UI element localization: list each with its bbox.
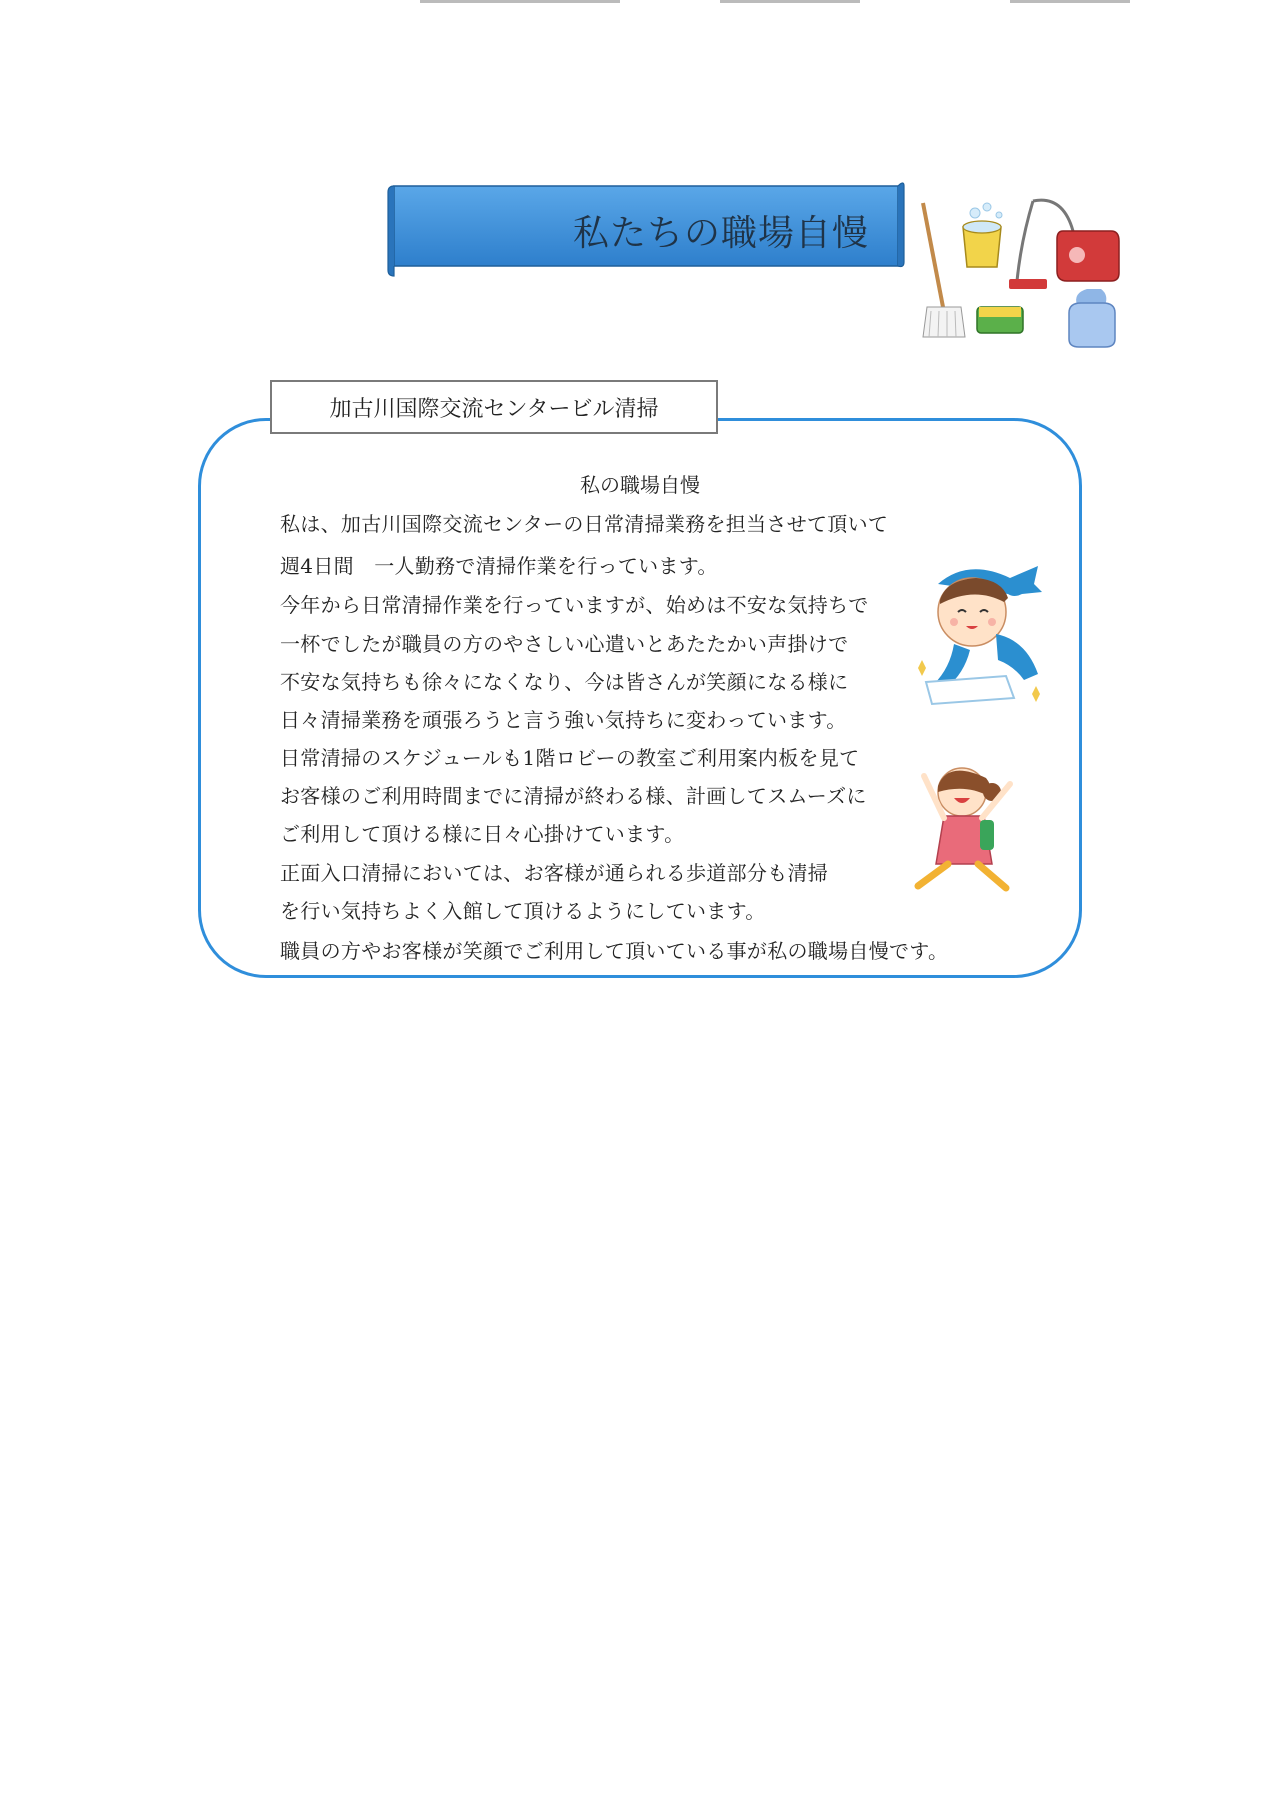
section-label: 加古川国際交流センタービル清掃 [270, 380, 718, 434]
article-subtitle: 私の職場自慢 [580, 473, 700, 497]
article-line: 私は、加古川国際交流センターの日常清掃業務を担当させて頂いて [280, 512, 889, 536]
article-line: 一杯でしたが職員の方のやさしい心遣いとあたたかい声掛けで [280, 632, 849, 656]
article-line: 不安な気持ちも徐々になくなり、今は皆さんが笑顔になる様に [280, 670, 849, 694]
scan-artifact [720, 0, 860, 3]
article-line: 今年から日常清掃作業を行っていますが、始めは不安な気持ちで [280, 593, 869, 617]
article-line: を行い気持ちよく入館して頂けるようにしています。 [280, 899, 766, 923]
article-line: ご利用して頂ける様に日々心掛けています。 [280, 822, 685, 846]
title-banner [386, 180, 906, 280]
scan-artifact [420, 0, 620, 3]
article-line: 日常清掃のスケジュールも1階ロビーの教室ご利用案内板を見て [280, 746, 860, 770]
article-line: 正面入口清掃においては、お客様が通られる歩道部分も清掃 [280, 861, 829, 885]
cleaning-tools-icon [905, 195, 1135, 355]
article-line: お客様のご利用時間までに清掃が終わる様、計画してスムーズに [280, 784, 867, 808]
article-line: 職員の方やお客様が笑顔でご利用して頂いている事が私の職場自慢です。 [280, 939, 949, 963]
article-line: 日々清掃業務を頑張ろうと言う強い気持ちに変わっています。 [280, 708, 847, 732]
girl-wiping-floor-icon [910, 548, 1070, 716]
article-line: 週4日間 一人勤務で清掃作業を行っています。 [280, 554, 718, 578]
scan-artifact [1010, 0, 1130, 3]
girl-jumping-icon [888, 756, 1038, 906]
page-title: 私たちの職場自慢 [572, 212, 869, 254]
